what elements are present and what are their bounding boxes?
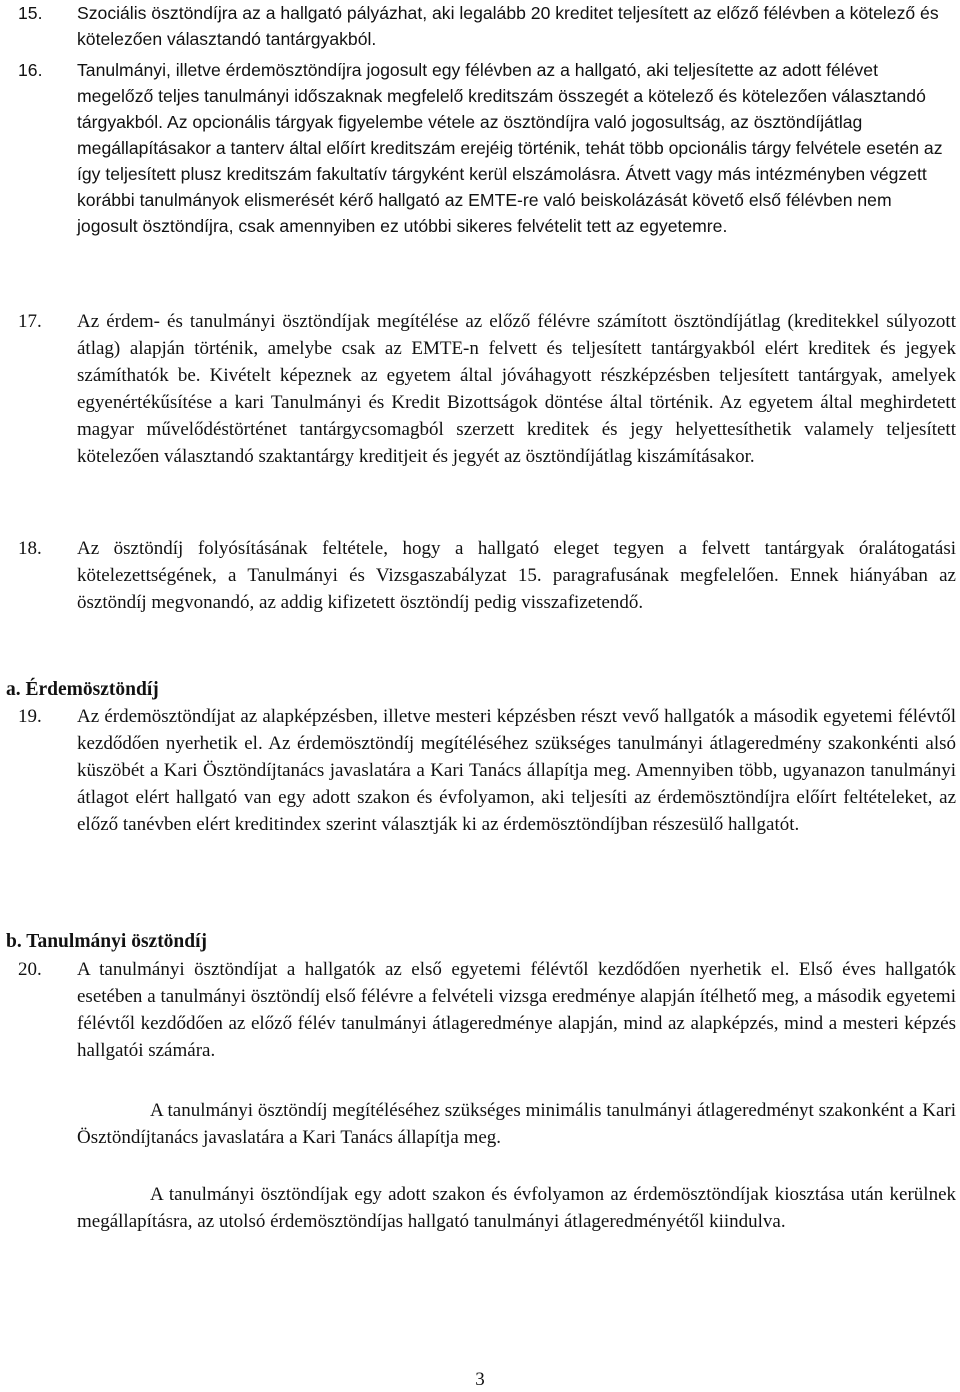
paragraph-allocation: A tanulmányi ösztöndíjak egy adott szakon és évfolyamon az érdemösztöndíjak kiosztása után kerülnek megállapításra, az utolsó érdemösztöndíjas hallgató tanulmányi átlageredményétől kiindulva.	[77, 1184, 956, 1233]
item-number: 17.	[18, 311, 42, 332]
list-item-16	[18, 57, 956, 239]
item-text: Szociális ösztöndíjra az a hallgató pályázhat, aki legalább 20 kreditet teljesített az előző félévben a kötelező és kötelezően választandó tantárgyakból.	[77, 3, 939, 49]
list-item-20	[18, 956, 956, 1064]
item-text: A tanulmányi ösztöndíjat a hallgatók az első egyetemi félévtől kezdődően nyerhetik el. Első éves hallgatók esetében a tanulmányi ösztöndíj első félévre a felvételi vizsga eredménye alapján ítélhető meg, a második egyetemi félévtől kezdődően az előző félév tanulmányi átlageredménye alapján, mind az alapképzés, mind a mesteri képzés hallgatói számára.	[77, 959, 956, 1062]
item-number: 18.	[18, 538, 42, 559]
item-text: Az érdemösztöndíjat az alapképzésben, illetve mesteri képzésben részt vevő hallgatók a második egyetemi félévtől kezdődően nyerhetik el. Az érdemösztöndíj megítéléséhez szükséges tanulmányi átlageredmény szakonkénti alsó küszöbét a Kari Ösztöndíjtanács javaslatára a Kari Tanács állapítja meg. Amennyiben több, ugyanazon tanulmányi átlagot elért hallgató van egy adott szakon és évfolyamon, aki teljesíti az érdemösztöndíjra előírt feltételeket, az előző tanévben elért kreditindex szerint választják ki az érdemösztöndíjban részesülő hallgatót.	[77, 706, 956, 836]
item-number: 20.	[18, 959, 42, 980]
section-heading-a: a. Érdemösztöndíj	[6, 679, 159, 700]
list-item-19	[18, 703, 956, 838]
item-number: 16.	[18, 60, 43, 80]
item-number: 19.	[18, 706, 42, 727]
list-item-15	[18, 0, 956, 52]
item-text: Az ösztöndíj folyósításának feltétele, hogy a hallgató eleget tegyen a felvett tantárgyak óralátogatási kötelezettségének, a Tanulmányi és Vizsgaszabályzat 15. paragrafusának megfelelően. Ennek hiányában az ösztöndíj megvonandó, az addig kifizetett ösztöndíj pedig visszafizetendő.	[77, 538, 956, 614]
list-item-17	[18, 308, 956, 471]
item-text: Az érdem- és tanulmányi ösztöndíjak megítélése az előző félévre számított ösztöndíjátlag (kreditekkel súlyozott átlag) alapján történik, amelybe csak az EMTE-n felvett és teljesített tantárgyakból elért kreditek és jegyek számíthatók be. Kivételt képeznek az egyetem által jóváhagyott részképzésben teljesített tantárgyak, amelyek egyenértékűsítése a kari Tanulmányi és Kredit Bizottságok döntése által történik. Az egyetem által meghirdetett magyar művelődéstörténet tantárgycsomagból szerzett kreditek és jegy helyettesíthetik valamely teljesített kötelezően választandó szaktantárgy kreditjeit és jegyét az ösztöndíjátlag kiszámításakor.	[77, 311, 956, 468]
page-number: 3	[475, 1369, 485, 1390]
item-text: Tanulmányi, illetve érdemösztöndíjra jogosult egy félévben az a hallgató, aki teljesítette az adott félévet megelőző teljes tanulmányi időszaknak megfelelő kreditszám összegét a kötelező és kötelezően választandó tárgyakból. Az opcionális tárgyak figyelembe vétele az ösztöndíjra való jogosultság, az ösztöndíjátlag megállapításakor a tanterv által előírt kreditszám erejéig történik, tehát több opcionális tárgy felvétele esetén az így teljesített plusz kreditszám fakultatív tárgyként kerül elszámolásra. Átvett vagy más intézményben végzett korábbi tanulmányok elismerését kérő hallgató az EMTE-re való beiskolázását követő első félévben nem jogosult ösztöndíjra, csak amennyiben ez utóbbi sikeres felvételit tett az egyetemre.	[77, 60, 943, 236]
item-number: 15.	[18, 3, 43, 23]
paragraph-minimum-average: A tanulmányi ösztöndíj megítéléséhez szükséges minimális tanulmányi átlageredményt szakonként a Kari Ösztöndíjtanács javaslatára a Kari Tanács állapítja meg.	[77, 1100, 956, 1149]
section-heading-b: b. Tanulmányi ösztöndíj	[6, 931, 208, 952]
list-item-18	[18, 535, 956, 616]
